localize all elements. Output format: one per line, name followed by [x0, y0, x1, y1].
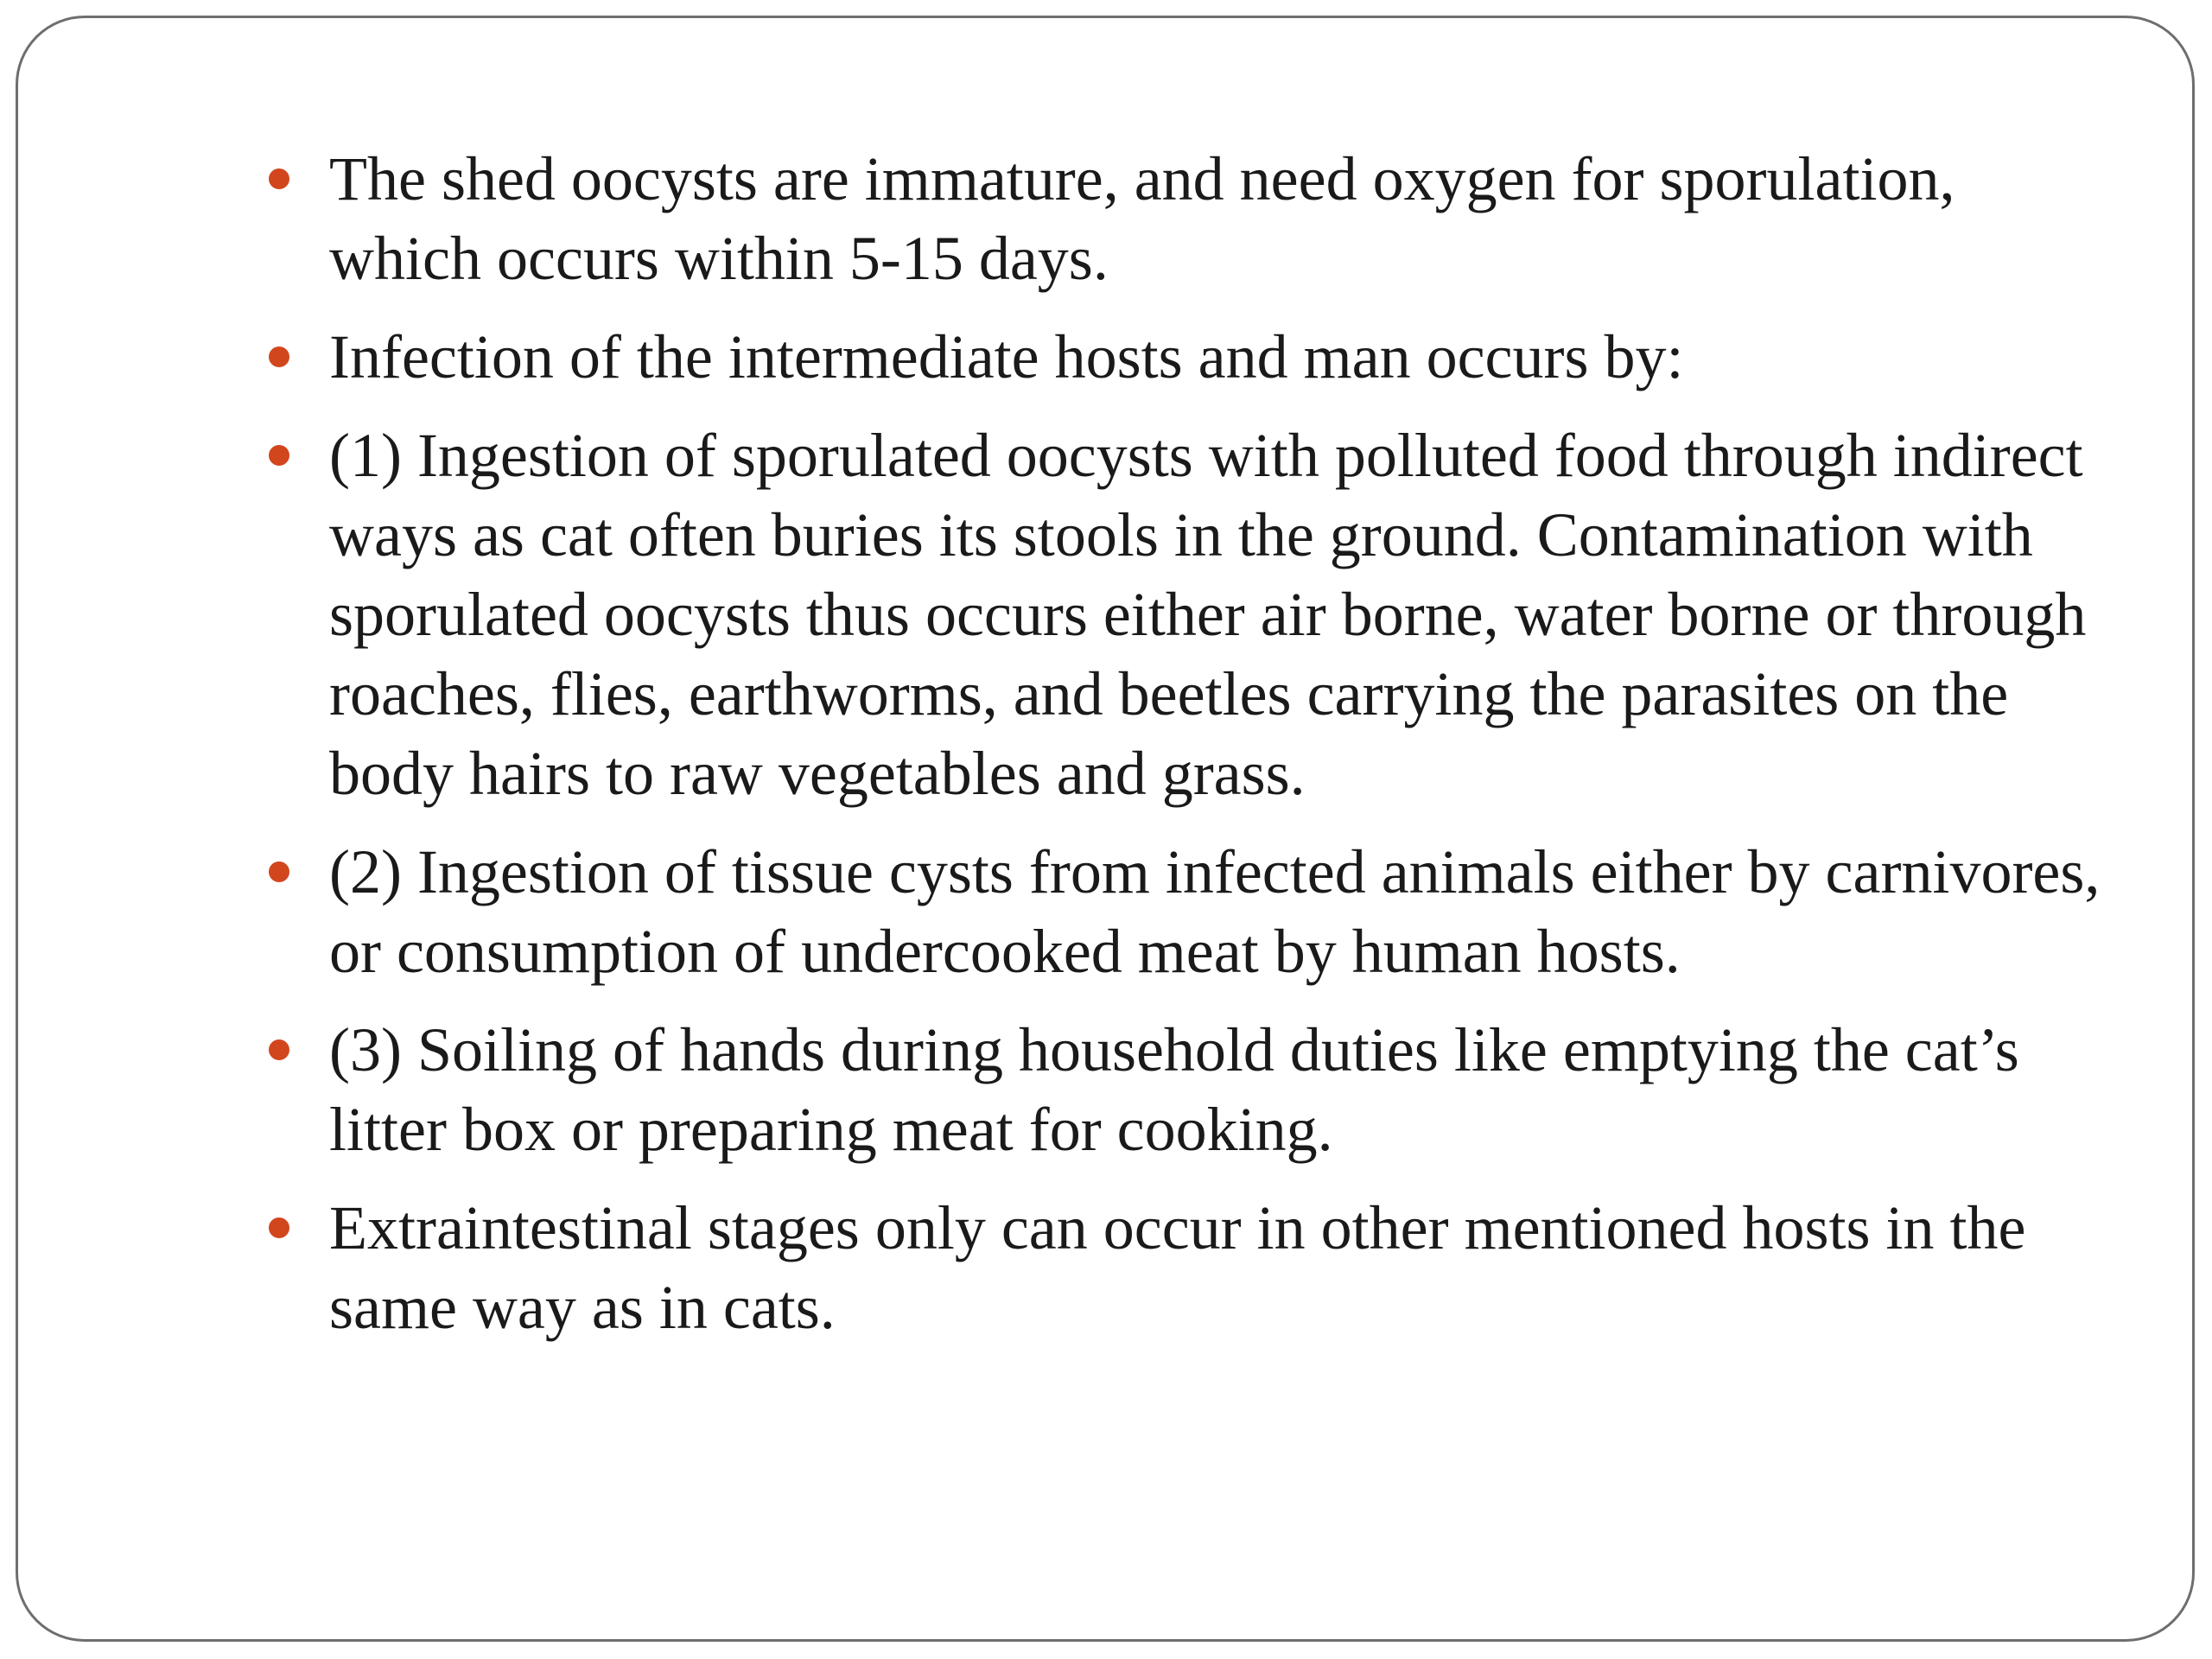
bullet-dot-icon — [269, 445, 289, 466]
bullet-dot-icon — [269, 1039, 289, 1060]
bullet-dot-icon — [269, 861, 289, 882]
bullet-text: (3) Soiling of hands during household duties like emptying the cat’s litter box or preparing meat for cooking. — [329, 1015, 2019, 1164]
bullet-text: (2) Ingestion of tissue cysts from infected animals either by carnivores, or consumption of undercooked meat by human hosts. — [329, 837, 2101, 986]
slide-frame — [16, 16, 2195, 1642]
bullet-item — [260, 139, 2118, 298]
bullet-item — [260, 832, 2118, 991]
bullet-text: Extraintestinal stages only can occur in other mentioned hosts in the same way as in cats. — [329, 1193, 2026, 1342]
bullet-item — [260, 1188, 2118, 1347]
bullet-text: Infection of the intermediate hosts and man occurs by: — [329, 322, 1684, 391]
bullet-dot-icon — [269, 168, 289, 189]
bullet-dot-icon — [269, 1217, 289, 1238]
bullet-item — [260, 416, 2118, 813]
bullet-dot-icon — [269, 346, 289, 367]
bullet-list — [260, 139, 2118, 1366]
bullet-item — [260, 317, 2118, 397]
bullet-text: (1) Ingestion of sporulated oocysts with polluted food through indirect ways as cat often buries its stools in the ground. Contamination with sporulated oocysts thus occurs either air borne, water borne or through roaches, flies, earthworms, and beetles carrying the parasites on the body hairs to raw vegetables and grass. — [329, 421, 2087, 808]
bullet-item — [260, 1010, 2118, 1169]
bullet-text: The shed oocysts are immature, and need oxygen for sporulation, which occurs within 5-15 days. — [329, 144, 1955, 293]
